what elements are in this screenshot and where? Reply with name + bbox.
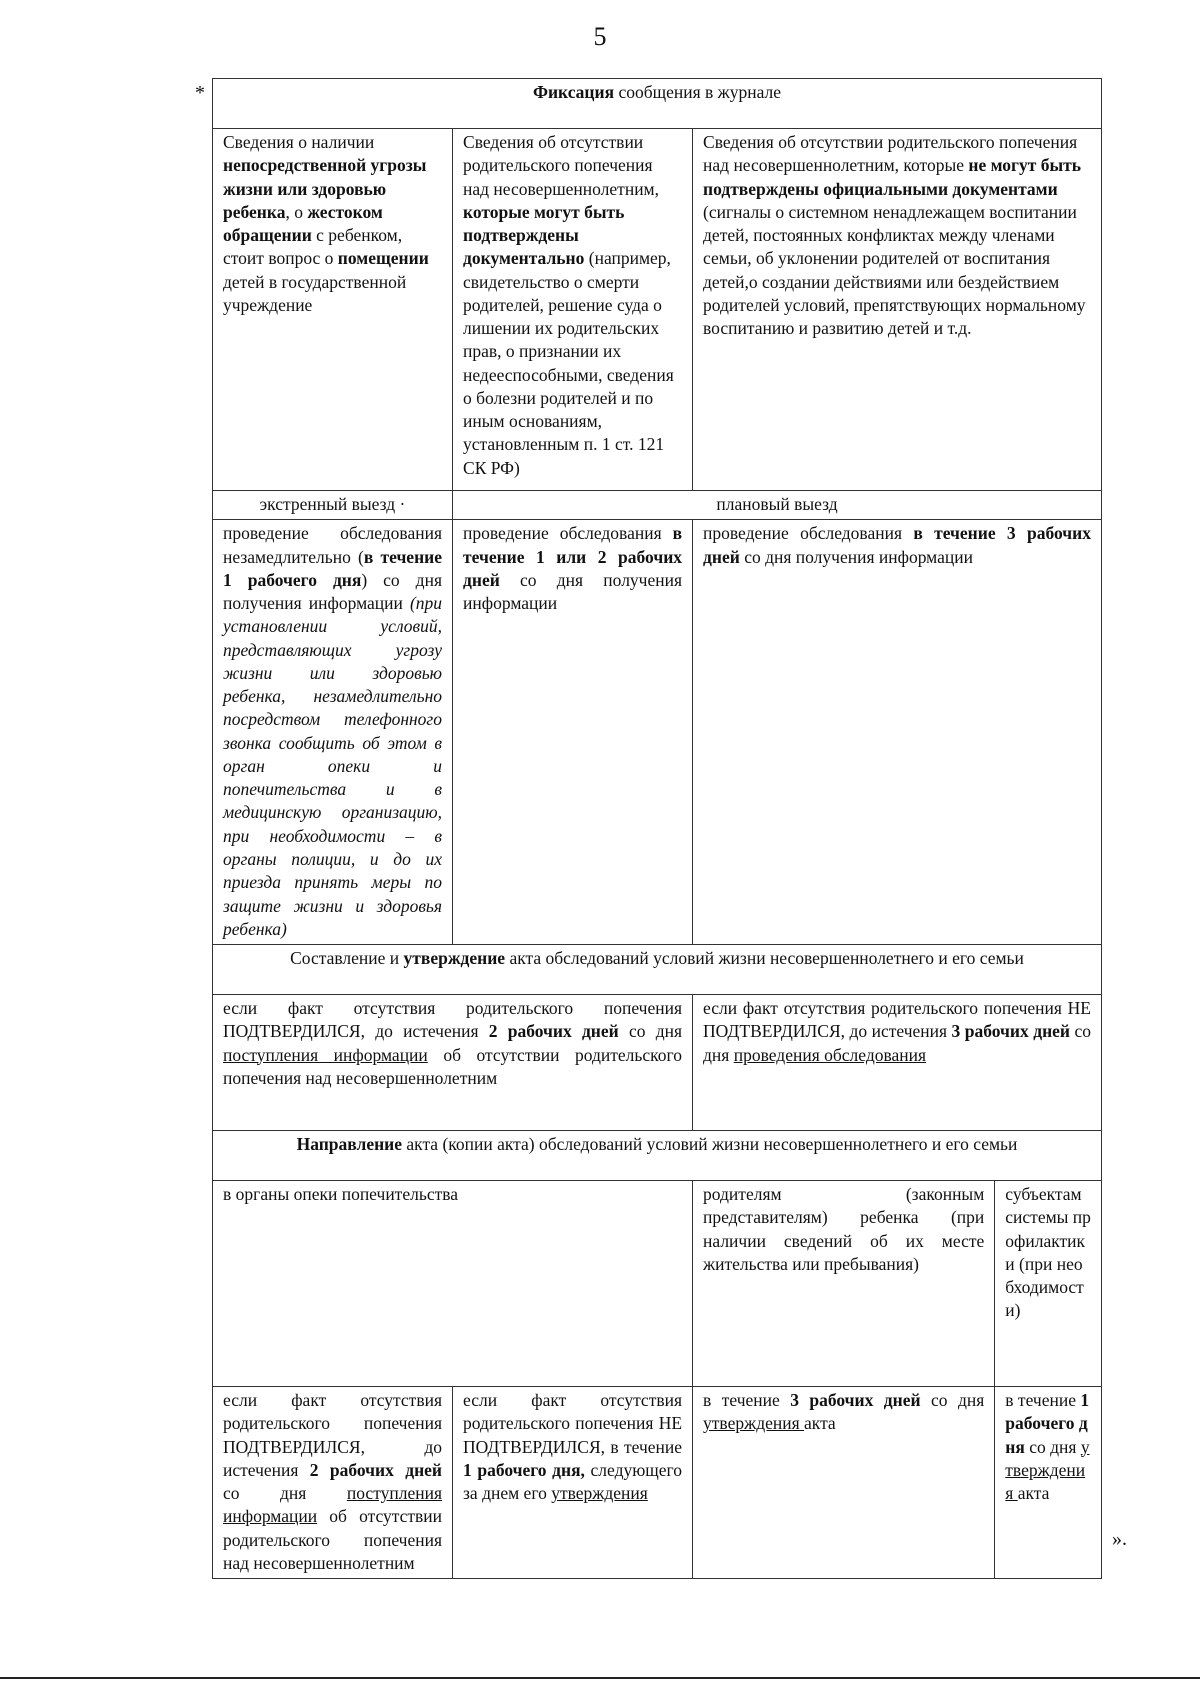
text: со дня: [1024, 1436, 1081, 1457]
underlined-text: утверждения: [551, 1483, 648, 1504]
send-deadlines-row: [213, 1387, 1102, 1579]
asterisk-mark: *: [195, 82, 205, 104]
text: Сведения об отсутствии родительского попечения над несовершеннолетним,: [463, 132, 660, 199]
planned-visit-label: плановый выезд: [453, 491, 1102, 520]
text: если факт отсутствия родительского попечения НЕ ПОДТВЕРДИЛСЯ, в течение: [463, 1390, 683, 1457]
act-compile-row: [213, 995, 1102, 1131]
page-number: 5: [593, 22, 607, 51]
act-compile-confirmed-cell: [213, 995, 693, 1131]
info-undocumented-cell: [693, 129, 1102, 491]
text: если факт отсутствия родительского попечения ПОДТВЕРДИЛСЯ, до истечения: [223, 1390, 443, 1480]
emergency-visit-label: экстренный выезд ·: [213, 491, 453, 520]
fixation-title-bold: Фиксация: [532, 82, 615, 102]
text: акта: [804, 1413, 836, 1434]
act-send-header-row: [213, 1131, 1102, 1181]
text: в течение: [703, 1390, 791, 1411]
underlined-text: поступления информации: [223, 1044, 428, 1065]
bold-text: Направление: [296, 1134, 403, 1155]
bold-text: помещении: [337, 248, 429, 269]
text: об отсутствии родительского попечения над несовершеннолетним: [223, 1506, 443, 1573]
visit-type-row: [213, 491, 1102, 520]
bold-text: 3 рабочих дней: [790, 1390, 921, 1411]
italic-note: (при установлении условий, представляющих угрозу жизни или здоровью ребенка, незамедлительно посредством телефонного звонка сообщить об этом в орган опеки и попечительства и в медицинскую организацию, при необходимости – в органы полиции, и до их приезда принять меры по защите жизни и здоровья ребенка): [223, 593, 443, 939]
inspection-planned-1-2-cell: [453, 520, 693, 945]
text: в течение: [1005, 1390, 1081, 1411]
text: детей в государственной учреждение: [223, 271, 407, 315]
procedure-table: [212, 78, 1102, 1579]
text: со дня: [223, 1483, 347, 1504]
text: об отсутствии родительского попечения над несовершеннолетним: [223, 1044, 683, 1088]
text: Сведения о наличии: [223, 132, 375, 152]
send-not-confirmed-cell: [453, 1387, 693, 1579]
bold-text: 2 рабочих дней: [488, 1021, 619, 1042]
text: (сигналы о системном ненадлежащем воспитании детей, постоянных конфликтах между членами семьи, об уклонении родителей от воспитания детей,о создании действиями или бездействием родителей условий, препятствующих нормальному воспитанию и развитию детей и т.д.: [703, 201, 1086, 339]
send-parents-deadline-cell: [693, 1387, 995, 1579]
text: со дня получения информации: [463, 569, 683, 614]
bold-text: 3 рабочих дней: [951, 1021, 1071, 1042]
bold-text: 1 рабочего дня,: [463, 1459, 585, 1480]
closing-quote-mark: ».: [1112, 1528, 1127, 1550]
text: если факт отсутствия родительского попечения ПОДТВЕРДИЛСЯ, до истечения: [223, 998, 683, 1042]
bold-text: 1 рабочего дня: [1005, 1390, 1090, 1457]
underlined-text: проведения обследования: [733, 1044, 927, 1065]
send-prevention-deadline-cell: [995, 1387, 1102, 1579]
text: если факт отсутствия родительского попечения НЕ ПОДТВЕРДИЛСЯ, до истечения: [703, 998, 1091, 1042]
act-compile-header: [213, 945, 1102, 995]
fixation-header-row: [213, 79, 1102, 129]
text: акта обследований условий жизни несовершеннолетнего и его семьи: [505, 948, 1024, 969]
bold-text: которые могут быть подтверждены документально: [463, 201, 625, 269]
underlined-text: утверждения: [1005, 1436, 1090, 1504]
bold-text: в течение 1 или 2 рабочих дней: [463, 523, 683, 590]
bottom-rule: [0, 1677, 1200, 1679]
inspection-emergency-cell: [213, 520, 453, 945]
text: со дня получения информации: [739, 546, 974, 567]
text: акта (копии акта) обследований условий жизни несовершеннолетнего и его семьи: [402, 1134, 1018, 1155]
text: проведение обследования: [703, 523, 914, 544]
act-compile-header-row: [213, 945, 1102, 995]
fixation-title-rest: сообщения в журнале: [614, 82, 782, 102]
act-send-header: [213, 1131, 1102, 1181]
text: следующего за днем его: [463, 1459, 683, 1504]
bold-text: 2 рабочих дней: [309, 1459, 443, 1480]
info-threat-cell: [213, 129, 453, 491]
inspection-row: [213, 520, 1102, 945]
recipients-row: [213, 1181, 1102, 1387]
bold-text: в течение 3 рабочих дней: [703, 523, 1092, 567]
text: со дня: [618, 1021, 683, 1042]
recipient-parents-cell: родителям (законным представителям) ребенка (при наличии сведений об их месте жительства или пребывания): [693, 1181, 995, 1387]
text: акта: [1017, 1483, 1050, 1504]
text: Составление и: [290, 948, 404, 969]
bold-text: жестоком обращении: [223, 201, 383, 246]
text: , о: [285, 201, 308, 222]
act-compile-not-confirmed-cell: [693, 995, 1102, 1131]
bold-text: утверждение: [403, 948, 506, 969]
recipient-prevention-cell: субъектам системы профилактики (при необходимости): [995, 1181, 1102, 1387]
info-row: [213, 129, 1102, 491]
text: со дня: [920, 1390, 985, 1411]
text: проведение обследования незамедлительно (: [223, 523, 443, 567]
text: Сведения об отсутствии родительского попечения над несовершеннолетним, которые: [703, 132, 1078, 176]
bold-text: в течение 1 рабочего дня: [223, 546, 443, 590]
info-documented-cell: [453, 129, 693, 491]
text: со дня: [703, 1021, 1091, 1065]
recipient-guardianship-cell: в органы опеки попечительства: [213, 1181, 693, 1387]
bold-text: не могут быть подтверждены официальными документами: [703, 155, 1081, 199]
inspection-planned-3-cell: [693, 520, 1102, 945]
text: с ребенком, стоит вопрос о: [223, 225, 403, 269]
text: (например, свидетельство о смерти родителей, решение суда о лишении их родительских прав, о признании их недееспособными, сведения о болезни родителей и по иным основаниям, установленным п. 1 ст. 121 СК РФ): [463, 248, 674, 478]
text: проведение обследования: [463, 523, 673, 544]
underlined-text: поступления информации: [223, 1483, 443, 1527]
send-confirmed-cell: [213, 1387, 453, 1579]
underlined-text: утверждения: [703, 1413, 805, 1434]
text: ) со дня получения информации: [223, 569, 442, 614]
bold-text: непосредственной угрозы жизни или здоровью ребенка: [223, 155, 427, 222]
fixation-header: [213, 79, 1102, 129]
